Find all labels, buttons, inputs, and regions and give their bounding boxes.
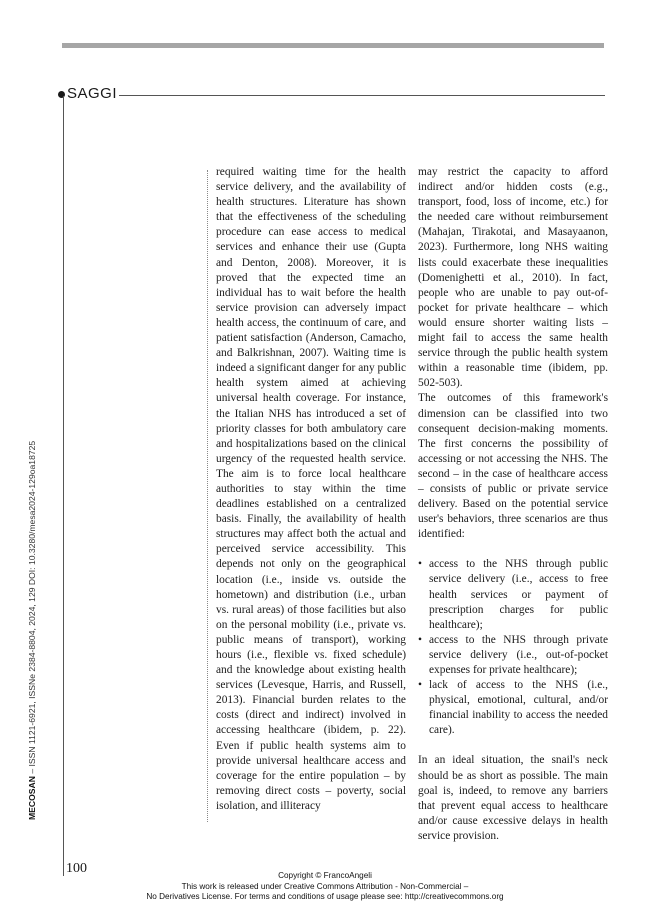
right-paragraph-1: may restrict the capacity to afford indirect and/or hidden costs (e.g., transport, food, loss of income, etc.) for the needed care without reimbursement (Mahajan, Tirakotai, and Masayaanon, 2023). Furthermore, long NHS waiting lists could exacerbate these inequalities (Domenighetti et al., 2010). In fact, people who are unable to pay out-of-pocket for private healthcare – which would ensure shorter waiting lists – might fail to access the same health service through the public health system within a reasonable time (ibidem, pp. 502-503). [418,166,608,390]
spacer [418,738,608,753]
list-item: • access to the NHS through public service delivery (i.e., access to free health services or payment of prescription charges for public healthcare); [418,557,608,632]
margin-rule [63,96,64,876]
copyright-footer [0,871,650,903]
footer-line-2: This work is released under Creative Commons Attribution - Non-Commercial – [181,881,469,891]
right-paragraph-2: The outcomes of this framework's dimension can be classified into two consequent decision-making moments. The first concerns the possibility of accessing or not accessing the NHS. The second – in the case of healthcare access – consists of public or private service delivery. Based on the potential service user's behaviors, three scenarios are thus identified: [418,392,608,541]
footer-line-1: Copyright © FrancoAngeli [278,871,372,880]
spacer [418,542,608,557]
top-rule [62,43,604,48]
right-paragraph-3: In an ideal situation, the snail's neck should be as short as possible. The main goal is, indeed, to remove any barriers that prevent equal access to healthcare and/or cause excessive delays in health service provision. [418,754,608,842]
side-citation [24,400,40,820]
section-label: SAGGI [67,85,118,102]
section-rule [119,95,605,96]
footer-line-3: No Derivatives License. For terms and conditions of usage please see: http://creativecommons.org [146,892,504,901]
right-column [418,165,608,844]
scenario-list [418,557,608,738]
left-paragraph: required waiting time for the health service delivery, and the availability of health structures. Literature has shown that the effectiveness of the scheduling procedure can ease access to medical services and enhance their use (Gupta and Denton, 2008). Moreover, it is proved that the expected time an individual has to wait before the health service provision can adversely impact health access, the continuum of care, and patient satisfaction (Anderson, Camacho, and Balkrishnan, 2007). Waiting time is indeed a significant danger for any public health system aimed at achieving universal health coverage. For instance, the Italian NHS has introduced a set of priority classes for both ambulatory care and hospitalizations based on the clinical urgency of the requested health service. The aim is to force local healthcare authorities to stay within the time deadlines established on a centralized basis. Finally, the availability of health structures may affect both the actual and perceived service accessibility. This depends not only on the geographical location (i.e., inside vs. outside the hometown) and distribution (i.e., urban vs. rural areas) of those facilities but also on the personal mobility (i.e., private vs. public means of transport), working hours (i.e., flexible vs. fixed schedule) and the knowledge about existing health services (Levesque, Harris, and Russell, 2013). Financial burden relates to the costs (direct and indirect) involved in accessing healthcare (ibidem, p. 22). Even if public health systems aim to provide universal healthcare access and coverage for the entire population – by removing direct costs – poverty, social isolation, and illiteracy [216,166,406,812]
column-marker-rule [207,170,208,822]
page-number: 100 [66,861,87,876]
left-column [216,165,406,814]
journal-name: MECOSAN [27,776,37,820]
citation-details: – ISSN 1121-6921, ISSNe 2384-8804, 2024, 129 DOI: 10.3280/mesa2024-129oa18725 [27,440,37,777]
list-item: • lack of access to the NHS (i.e., physical, emotional, cultural, and/or financial inability to access the needed care). [418,678,608,738]
list-item: • access to the NHS through private service delivery (i.e., out-of-pocket expenses for private healthcare); [418,633,608,678]
